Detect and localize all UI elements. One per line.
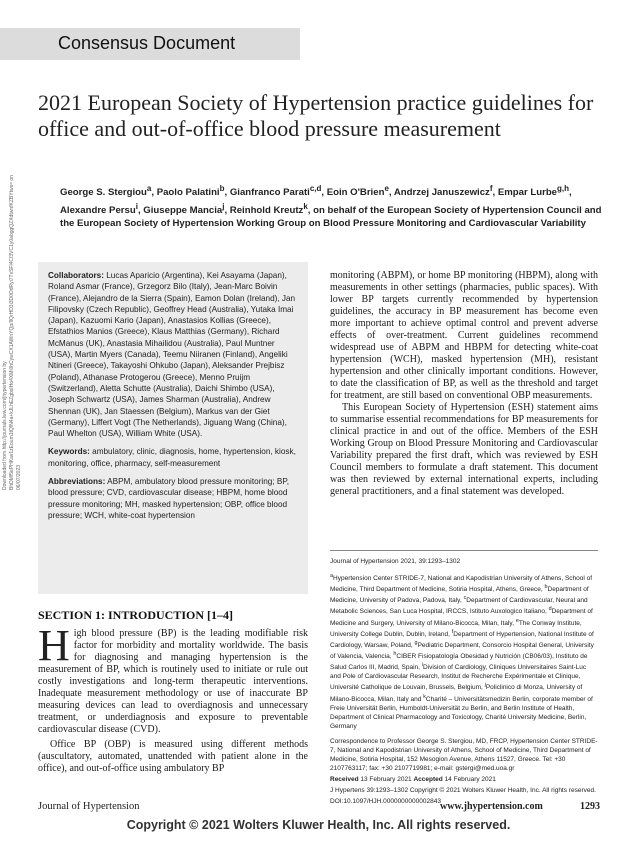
collaborators: [48, 270, 298, 439]
footer-journal-name: Journal of Hypertension: [38, 801, 140, 812]
doi: DOI:10.1097/HJH.0000000000002843: [330, 797, 441, 805]
accepted-date: 14 February 2021: [444, 775, 496, 783]
abbreviations-label: Abbreviations:: [48, 477, 106, 487]
right-paragraph-1: monitoring (ABPM), or home BP monitoring (HBPM), along with measurements in other settings (pharmacies, public spaces). With lower BP targets currently recommended by hypertension guidelines, the accuracy in BP measurement has become even more important to achieve optimal control and prevent adverse effects of over-treatment. Current guidelines recommend widespread use of ABPM and HBPM for detecting white-coat hypertension (WCH), masked hypertension (MH), resistant hypertension and other clinically important conditions. However, to date the classification of BP, as well as the threshold and target for treatment, are still based on conventional OBP measurements.: [330, 270, 598, 401]
footer-journal-url[interactable]: www.jhypertension.com: [440, 801, 543, 812]
document-type-banner: [0, 28, 300, 60]
article-info-box: [38, 262, 308, 594]
keywords-label: Keywords:: [48, 447, 90, 457]
collaborators-text: Lucas Aparicio (Argentina), Kei Asayama (Japan), Roland Asmar (France), Grzegorz Bilo (Italy), Jean-Marc Boivin (France), Alejandro de la Sierra (Spain), Eamon Dolan (Ireland), Jan Filipovsky (Czech Republic), Geoffrey Head (Australia), Yutaka Imai (Japan), Kazuomi Kario (Japan), Anastasios Kollias (Greece), Efstathios Manios (Greece), Klaus Matthias (Germany), Richard McManus (UK), Anastasia Mihailidou (Australia), Paul Muntner (USA), Martin Myers (Canada), Teemu Niiranen (Finland), Angeliki Ntineri (Greece), Takayoshi Ohkubo (Japan), Aleksander Prejbisz (Poland), Athanase Protogerou (Greece), Menno Pruijm (Switzerland), Aletta Schutte (Australia), Daichi Shimbo (USA), Joseph Schwartz (USA), James Sharman (Australia), Andrew Shennan (UK), Jan Staessen (Belgium), Markus van der Giet (Germany), Liffert Vogt (The Netherlands), Jiguang Wang (China), Paul Whelton (USA), William White (USA).: [48, 271, 296, 439]
download-watermark-text: Downloaded from http://journals.lww.com/jhypertension by BhDMf5ePHKav1zEoum1tQfN4a+kJLhEZgbsIHo4XMi0hCywCX1AWnYQp/IlQrHD3i3D0OdRyi7TvSFl4Cf3VC1y0abggQZXdtwnfKZBYtws= on 06/07/2023: [2, 175, 22, 490]
copyright-line: J Hypertens 39:1293–1302 Copyright © 2021 Wolters Kluwer Health, Inc. All rights reserved.: [330, 786, 596, 794]
right-paragraph-2: This European Society of Hypertension (ESH) statement aims to summarise essential recommendations for BP measurements for clinical practice in and out of the office. Members of the ESH Working Group on Blood Pressure Monitoring and Cardiovascular Variability prepared the first draft, which was reviewed by ESH Council members to formulate a draft statement. This document was then reviewed by external international experts, including general practitioners, and a final statement was developed.: [330, 402, 598, 497]
abbreviations: [48, 476, 298, 521]
received-date: 13 February 2021: [360, 775, 412, 783]
introduction-text: [38, 621, 308, 778]
intro-paragraph-2: Office BP (OBP) is measured using different methods (auscultatory, automated, unattended with patient alone in the office), and out-of-office using ambulatory BP: [38, 739, 308, 774]
collaborators-label: Collaborators:: [48, 271, 104, 280]
keywords: [48, 446, 298, 469]
affiliation-list: $^a$Hypertension Center STRIDE-7, National and Kapodistrian University of Athens, School of Medicine, Third Department of Medicine, Sotiria Hospital, Athens, Greece, $^b$Department of Medicine, University of Padova, Padova, Italy, $^c$Department of Cardiovascular, Neural and Metabolic Sciences, San Luca Hospital, IRCCS, Istituto Auxologico Italiano, $^d$Department of Medicine and Surgery, University of Milano-Bicocca, Milan, Italy, $^e$The Conway Institute, University College Dublin, Dublin, Ireland, $^f$Department of Hypertension, National Institute of Cardiology, Warsaw, Poland, $^g$Pediatric Department, Consorcio Hospital General, University of Valencia, Valencia, $^h$CIBER Fisiopatología Obesidad y Nutrición (CB06/03), Instituto de Salud Carlos III, Madrid, Spain, $^i$Division of Cardiology, Cliniques Universitaires Saint-Luc and Pole of Cardiovascular Research, Institut de Recherche Expérimentale et Clinique, Université Catholique de Louvain, Brussels, Belgium, $^j$Policlinico di Monza, University of Milano-Bicocca, Milan, Italy and $^k$Charité – Universitätsmedizin Berlin, corporate member of Freie Universität Berlin, Humboldt-Universität zu Berlin, and Berlin Institute of Health, Department of Clinical Pharmacology and Toxicology, Charité University Medicine, Berlin, Germany: [330, 573, 594, 730]
keywords-text: ambulatory, clinic, diagnosis, home, hypertension, kiosk, monitoring, office, pharmacy, self-measurement: [48, 447, 296, 468]
document-type-label: Consensus Document: [58, 33, 236, 53]
download-watermark: [2, 150, 28, 490]
journal-reference: Journal of Hypertension 2021, 39:1293–1302: [330, 558, 461, 565]
section-heading: SECTION 1: INTRODUCTION [1–4]: [38, 608, 234, 622]
page-number: 1293: [580, 801, 600, 812]
copyright-notice: Copyright © 2021 Wolters Kluwer Health, Inc. All rights reserved.: [126, 818, 511, 832]
drop-cap: H: [38, 621, 70, 670]
intro-paragraph-1: [38, 621, 308, 736]
accepted-label: Accepted: [413, 775, 443, 783]
abbreviations-text: ABPM, ambulatory blood pressure monitoring; BP, blood pressure; CVD, cardiovascular disease; HBPM, home blood pressure monitoring; MH, masked hypertension; OBP, office blood pressure; WCH, white-coat hypertension: [48, 477, 290, 520]
article-title: 2021 European Society of Hypertension practice guidelines for office and out-of-office blood pressure measurement: [38, 90, 594, 141]
intro-paragraph-1-text: igh blood pressure (BP) is the leading modifiable risk factor for morbidity and mortality worldwide. The basis for diagnosing and managing hypertension is the measurement of BP, which is routinely used to initiate or rule out costly investigations and long-term therapeutic interventions. Inadequate measurement methodology or use of inaccurate BP measuring devices can lead to overdiagnosis and unnecessary treatment, or underdiagnosis and exposure to preventable cardiovascular disease (CVD).: [38, 628, 308, 735]
affiliations-block: [330, 550, 598, 812]
correspondence: Correspondence to Professor George S. Stergiou, MD, FRCP, Hypertension Center STRIDE-7, National and Kapodistrian University of Athens, School of Medicine, Third Department of Medicine, Sotiria Hospital, 152 Mesogion Avenue, Athens 11527, Greece. Tel: +30 2107763117; fax: +30 2107719981; e-mail: gstergi@med.uoa.gr: [330, 737, 598, 772]
received-accepted: [330, 775, 598, 784]
right-column-text: [330, 270, 598, 498]
author-list: George S. Stergiou$^a$, Paolo Palatini$^b$, Gianfranco Parati$^{c,d}$, Eoin O'Brien$^e$, Andrzej Januszewicz$^f$, Empar Lurbe$^{g,h}$, Alexandre Persu$^i$, Giuseppe Mancia$^j$, Reinhold Kreutz$^k$, on behalf of the European Society of Hypertension Council and the European Society of Hypertension Working Group on Blood Pressure Monitoring and Cardiovascular Variability: [60, 184, 602, 230]
received-label: Received: [330, 775, 359, 783]
